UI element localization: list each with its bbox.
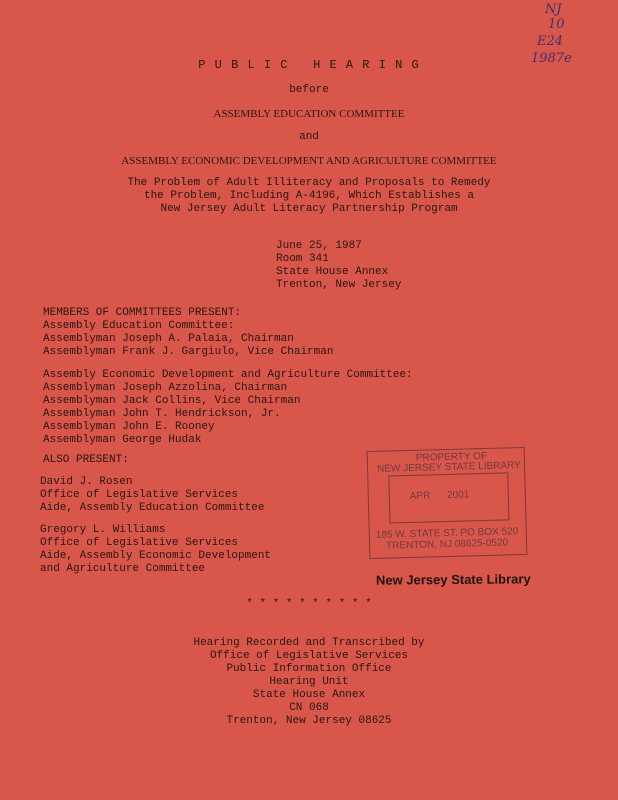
stamp-library-name: NEW JERSEY STATE LIBRARY — [376, 460, 521, 475]
hearing-city: Trenton, New Jersey — [276, 279, 402, 291]
divider-asterisks: * * * * * * * * * * — [246, 598, 372, 610]
education-committee-heading: Assembly Education Committee: — [43, 320, 235, 332]
footer-line: Hearing Recorded and Transcribed by — [193, 637, 425, 649]
member-name: Assemblyman George Hudak — [43, 434, 202, 446]
stamp-address-1: 185 W. STATE ST. PO BOX 520 — [375, 526, 519, 541]
member-name: Assemblyman Frank J. Gargiulo, Vice Chairman — [43, 346, 334, 358]
and-text: and — [299, 131, 319, 143]
footer-line: Trenton, New Jersey 08625 — [226, 715, 392, 727]
hearing-date: June 25, 1987 — [276, 240, 362, 252]
member-name: Assemblyman Jack Collins, Vice Chairman — [43, 395, 301, 407]
footer-line: State House Annex — [252, 689, 366, 701]
also-present-heading: ALSO PRESENT: — [43, 454, 129, 466]
staff-role: Aide, Assembly Education Committee — [40, 502, 265, 514]
hearing-room: Room 341 — [276, 253, 329, 265]
stamp-property-of: PROPERTY OF — [415, 450, 488, 464]
handwritten-note-1: NJ — [545, 2, 562, 17]
footer-line: CN 068 — [289, 702, 329, 714]
staff-role: Aide, Assembly Economic Development — [40, 550, 272, 562]
members-heading: MEMBERS OF COMMITTEES PRESENT: — [43, 307, 242, 319]
stamp-date: APR 2001 — [409, 489, 470, 502]
handwritten-note-2: 10 — [548, 17, 565, 32]
stamp-address-2: TRENTON, NJ 08625-0520 — [385, 537, 509, 552]
staff-office: Office of Legislative Services — [40, 537, 239, 549]
hearing-heading: P U B L I C H E A R I N G — [198, 58, 420, 72]
handwritten-note-4: 1987e — [531, 51, 572, 66]
staff-role-continued: and Agriculture Committee — [40, 563, 206, 575]
member-name: Assemblyman John E. Rooney — [43, 421, 215, 433]
member-name: Assemblyman Joseph Azzolina, Chairman — [43, 382, 288, 394]
subject-line-3: New Jersey Adult Literacy Partnership Program — [160, 203, 458, 215]
handwritten-note-3: E24 — [537, 34, 564, 49]
staff-name: Gregory L. Williams — [40, 524, 166, 536]
stamp-date-box — [388, 472, 509, 523]
subject-line-2: the Problem, Including A-4196, Which Establishes a — [143, 190, 475, 202]
member-name: Assemblyman John T. Hendrickson, Jr. — [43, 408, 281, 420]
staff-name: David J. Rosen — [40, 476, 133, 488]
subject-line-1: The Problem of Adult Illiteracy and Proposals to Remedy — [127, 177, 491, 189]
committee-1-title: ASSEMBLY EDUCATION COMMITTEE — [213, 108, 405, 120]
member-name: Assemblyman Joseph A. Palaia, Chairman — [43, 333, 294, 345]
staff-office: Office of Legislative Services — [40, 489, 239, 501]
economic-committee-heading: Assembly Economic Development and Agriculture Committee: — [43, 369, 413, 381]
library-stamp — [367, 447, 528, 559]
footer-line: Hearing Unit — [269, 676, 349, 688]
library-name-stamp: New Jersey State Library — [375, 571, 531, 588]
before-text: before — [289, 84, 329, 96]
footer-line: Office of Legislative Services — [209, 650, 409, 662]
hearing-building: State House Annex — [276, 266, 389, 278]
committee-2-title: ASSEMBLY ECONOMIC DEVELOPMENT AND AGRICULTURE COMMITTEE — [121, 155, 497, 167]
footer-line: Public Information Office — [226, 663, 392, 675]
